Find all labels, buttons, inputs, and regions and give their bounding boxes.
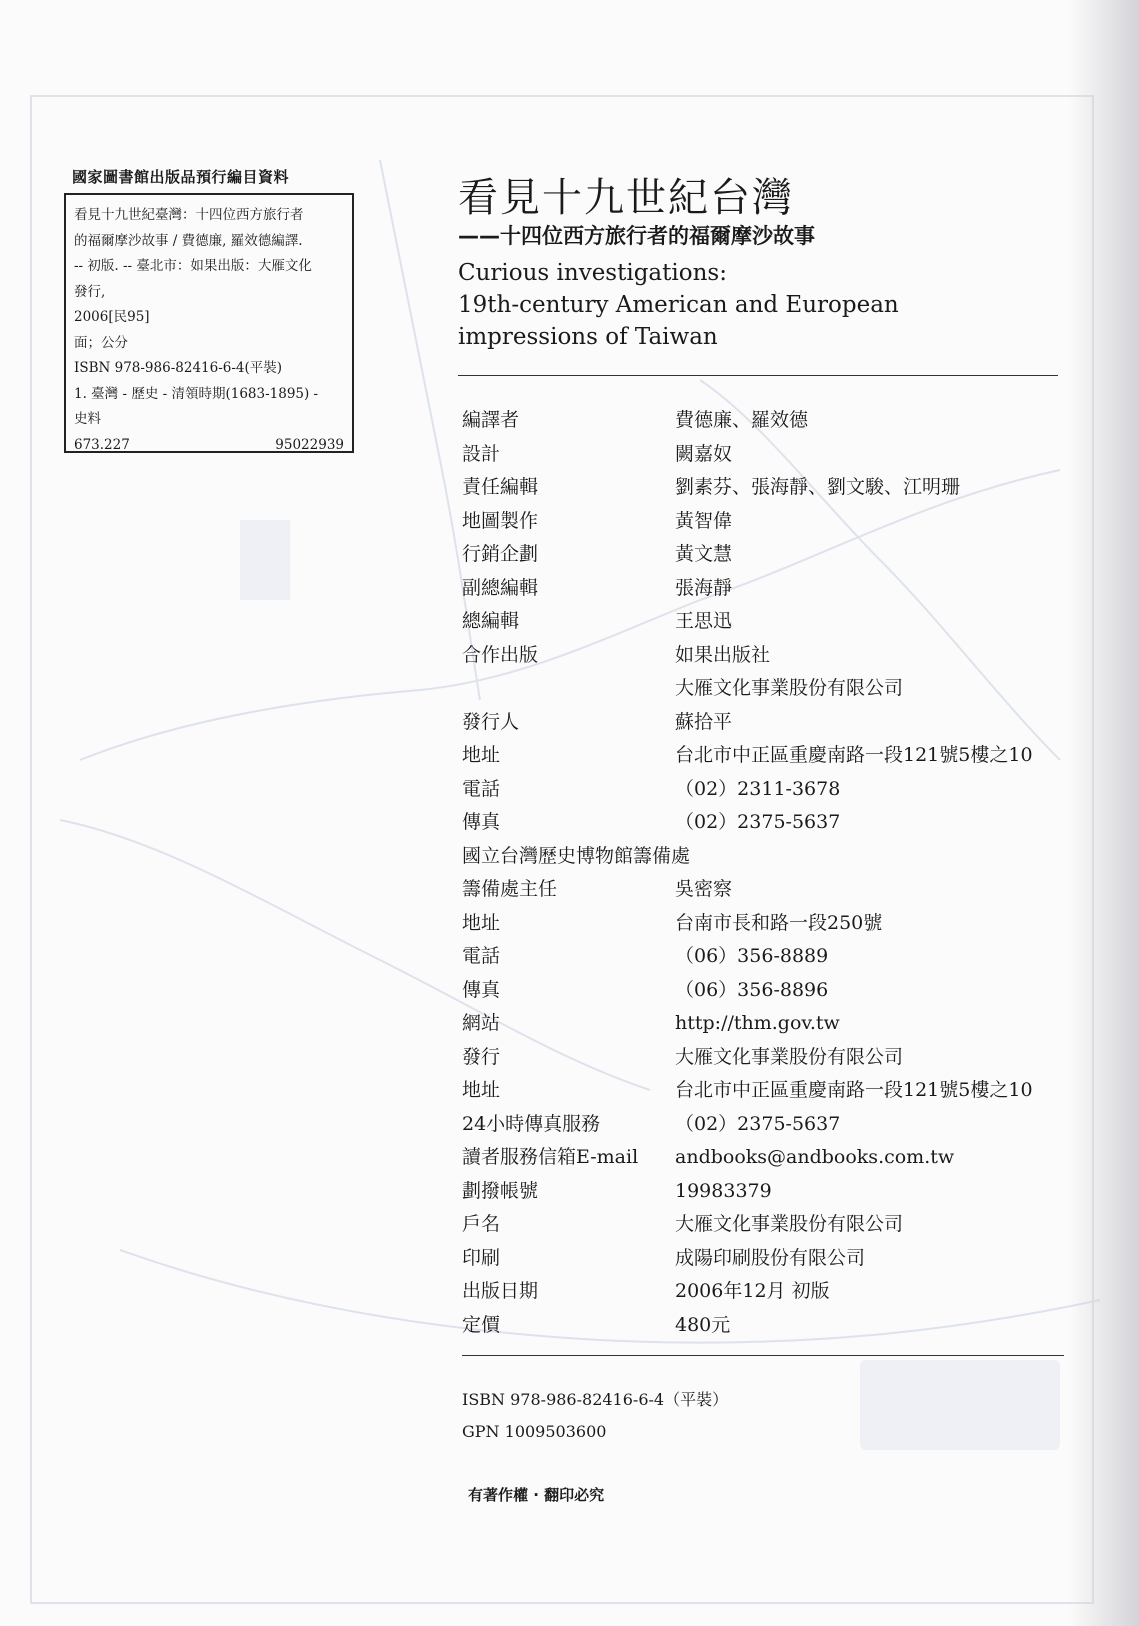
divider-bottom [462, 1355, 1064, 1356]
cip-record-box [64, 193, 354, 453]
credit-row [462, 806, 1102, 840]
credit-value: 費德廉、羅效德 [675, 409, 809, 431]
credit-row [462, 438, 1102, 472]
credit-row [462, 1108, 1102, 1142]
credit-label: 戶名 [462, 1213, 501, 1235]
credit-value: 吳密察 [675, 878, 733, 900]
book-subtitle: ——十四位西方旅行者的福爾摩沙故事 [458, 224, 815, 248]
cip-line: 史料 [74, 411, 101, 427]
credit-value: （02）2375-5637 [675, 811, 841, 833]
cip-record-number: 95022939 [275, 436, 344, 453]
credit-row [462, 1141, 1102, 1175]
credit-label: 發行 [462, 1045, 501, 1068]
credit-value: 大雁文化事業股份有限公司 [675, 1213, 904, 1235]
credit-label: 印刷 [462, 1246, 501, 1269]
copyright-notice: 有著作權 · 翻印必究 [468, 1486, 605, 1504]
credit-label: 傳真 [462, 978, 501, 1001]
divider-top [458, 375, 1058, 376]
credit-row [462, 1208, 1102, 1242]
english-title [458, 257, 899, 353]
cip-line: ISBN 978-986-82416-6-4(平裝) [74, 360, 283, 376]
english-title-line: 19th-century American and European [458, 292, 899, 318]
credit-label: 讀者服務信箱E-mail [462, 1146, 639, 1168]
credit-row [462, 907, 1102, 941]
credit-label: 副總編輯 [462, 576, 539, 599]
credit-value: 台南市長和路一段250號 [675, 911, 883, 934]
credit-row [462, 739, 1102, 773]
credit-label: 電話 [462, 945, 501, 967]
credit-value: 王思迅 [675, 610, 733, 632]
credit-row [462, 1309, 1102, 1343]
credit-label: 發行人 [462, 710, 520, 733]
credit-label: 編譯者 [462, 409, 520, 431]
credit-row [462, 940, 1102, 974]
credits-list [462, 404, 1102, 1342]
credit-value: 黃智偉 [675, 509, 733, 532]
credit-value: andbooks@andbooks.com.tw [675, 1146, 955, 1168]
credit-label: 地址 [462, 1079, 501, 1101]
credit-value: 劉素芬、張海靜、劉文駿、江明珊 [675, 476, 961, 498]
credit-value: 2006年12月 初版 [675, 1280, 830, 1302]
credit-value: （06）356-8889 [675, 945, 829, 967]
credit-row [462, 605, 1102, 639]
cip-line: 的福爾摩沙故事 / 費德廉, 羅效德編譯. [74, 232, 303, 249]
credit-label: 國立台灣歷史博物館籌備處 [462, 844, 691, 867]
credit-row [462, 873, 1102, 907]
credit-label: 24小時傳真服務 [462, 1112, 601, 1135]
credit-value: 19983379 [675, 1179, 772, 1202]
isbn-line: ISBN 978-986-82416-6-4（平裝） [462, 1390, 729, 1409]
book-title: 看見十九世紀台灣 [458, 175, 794, 221]
credit-label: 籌備處主任 [462, 878, 558, 900]
credit-label: 總編輯 [462, 610, 520, 632]
credit-row [462, 1007, 1102, 1041]
credit-label: 定價 [462, 1313, 501, 1336]
english-title-line: impressions of Taiwan [458, 324, 718, 350]
gpn-line: GPN 1009503600 [462, 1422, 607, 1441]
credit-label: 設計 [462, 442, 501, 465]
credit-value: 黃文慧 [675, 543, 733, 565]
credit-row [462, 1175, 1102, 1209]
cip-line: 2006[民95] [74, 309, 150, 325]
credit-label: 劃撥帳號 [462, 1179, 539, 1202]
credit-value: 台北市中正區重慶南路一段121號5樓之10 [675, 744, 1033, 766]
credit-row [462, 639, 1102, 673]
cip-header: 國家圖書館出版品預行編目資料 [72, 168, 290, 186]
credit-row [462, 404, 1102, 438]
credit-row [462, 974, 1102, 1008]
credit-label: 地圖製作 [462, 509, 539, 532]
credit-label: 行銷企劃 [462, 543, 539, 565]
credit-row [462, 706, 1102, 740]
isbn-block [462, 1384, 728, 1448]
cip-line: 看見十九世紀臺灣：十四位西方旅行者 [74, 207, 304, 223]
credit-row [462, 1242, 1102, 1276]
credit-row [462, 840, 1102, 874]
credit-value: （02）2311-3678 [675, 777, 841, 800]
credit-row [462, 1275, 1102, 1309]
credit-label: 出版日期 [462, 1280, 539, 1302]
cip-line: 1. 臺灣 - 歷史 - 清領時期(1683-1895) - [74, 385, 319, 402]
credit-row [462, 1041, 1102, 1075]
credit-row [462, 572, 1102, 606]
credit-value: 成陽印刷股份有限公司 [675, 1246, 866, 1269]
credit-value: 張海靜 [675, 576, 733, 599]
credit-label: 網站 [462, 1012, 501, 1034]
credit-value: 大雁文化事業股份有限公司 [675, 1045, 904, 1068]
credit-row [462, 538, 1102, 572]
credit-value: 如果出版社 [675, 643, 771, 666]
credit-label: 責任編輯 [462, 476, 539, 498]
english-title-line: Curious investigations: [458, 260, 727, 286]
credit-label: 傳真 [462, 811, 501, 833]
credit-row [462, 471, 1102, 505]
credit-value: 大雁文化事業股份有限公司 [675, 677, 904, 699]
credit-label: 合作出版 [462, 643, 539, 666]
credit-value: （02）2375-5637 [675, 1112, 841, 1135]
credit-label: 地址 [462, 744, 501, 766]
cip-line: -- 初版. -- 臺北市：如果出版：大雁文化 [74, 258, 312, 274]
credit-row [462, 1074, 1102, 1108]
credit-value: 480元 [675, 1313, 731, 1336]
credit-value: （06）356-8896 [675, 978, 829, 1001]
credit-label: 地址 [462, 911, 501, 934]
credit-value: http://thm.gov.tw [675, 1012, 840, 1034]
credit-value: 台北市中正區重慶南路一段121號5樓之10 [675, 1079, 1033, 1101]
cip-classification-row [74, 433, 344, 459]
credit-row [462, 773, 1102, 807]
credit-row [462, 672, 1102, 706]
credit-row [462, 505, 1102, 539]
cip-line: 發行, [74, 283, 106, 300]
cip-classification: 673.227 [74, 436, 130, 453]
cip-line: 面；公分 [74, 334, 128, 351]
credit-value: 闕嘉奴 [675, 442, 733, 465]
credit-label: 電話 [462, 777, 501, 800]
credit-value: 蘇拾平 [675, 710, 733, 733]
